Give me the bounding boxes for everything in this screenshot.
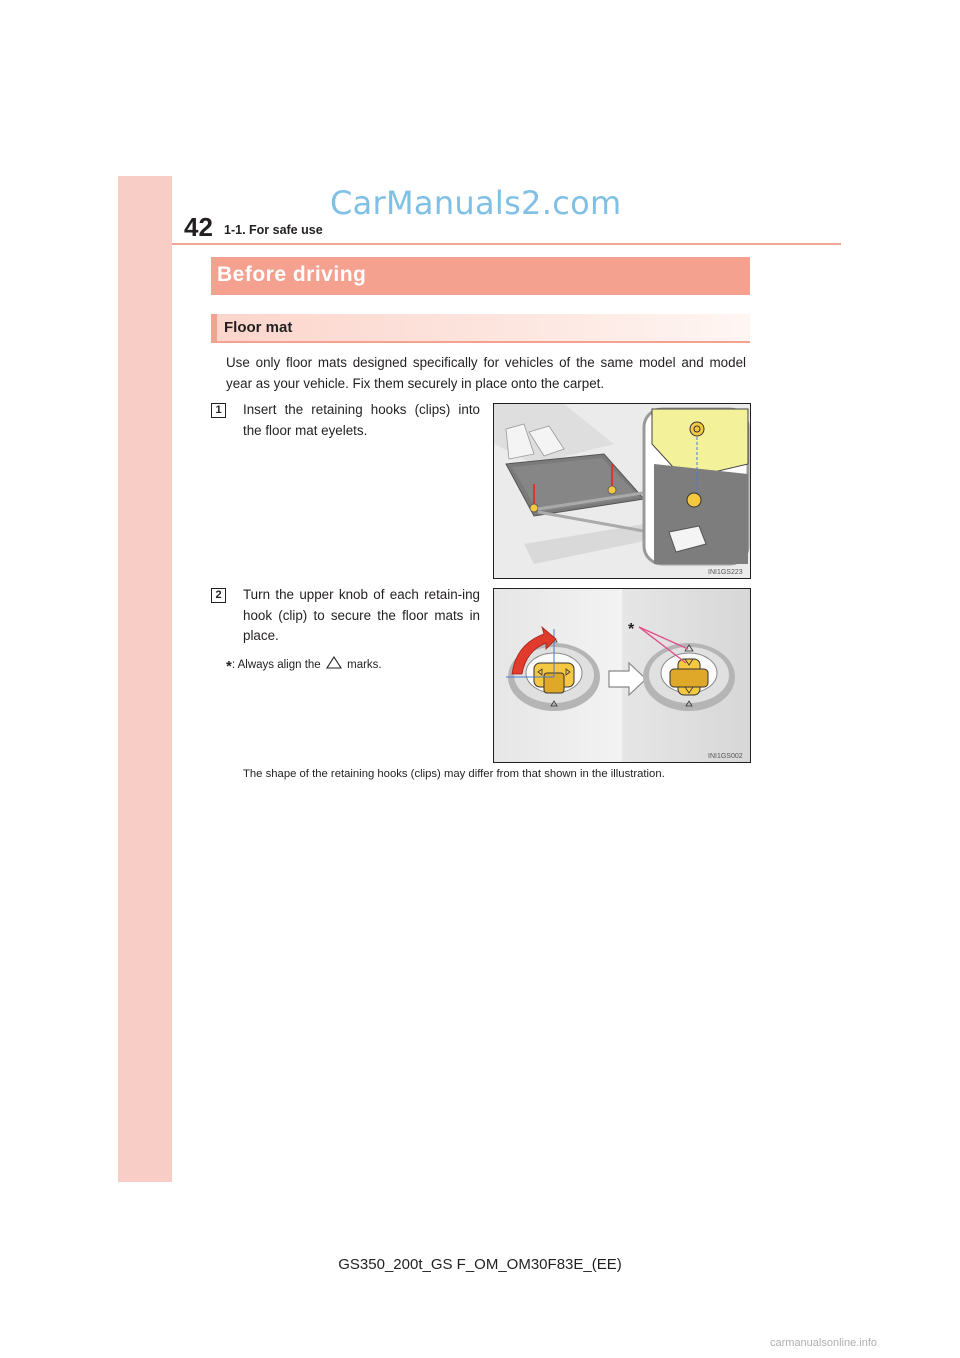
chapter-sidebar xyxy=(118,176,172,1182)
step-text-2: Turn the upper knob of each retain-ing hook (clip) to secure the floor mats in place. xyxy=(243,587,480,643)
header-rule xyxy=(172,243,841,245)
figure-code-2: INI1GS002 xyxy=(708,753,743,760)
document-code: GS350_200t_GS F_OM_OM30F83E_(EE) xyxy=(338,1256,622,1273)
figure-floor-mat-hooks xyxy=(493,403,751,579)
step-text-1: Insert the retaining hooks (clips) into the floor mat eyelets. xyxy=(243,402,480,438)
page-number: 42 xyxy=(184,212,213,242)
watermark: CarManuals2.com xyxy=(330,184,622,222)
step-number-2: 2 xyxy=(211,588,226,603)
alignment-note xyxy=(226,656,382,675)
subsection-accent xyxy=(211,314,217,341)
step-number-1: 1 xyxy=(211,403,226,418)
clip-rotation-illustration xyxy=(494,589,750,762)
floor-mat-illustration xyxy=(494,404,750,578)
figure-asterisk: * xyxy=(628,621,635,638)
source-watermark: carmanualsonline.info xyxy=(770,1337,878,1349)
note-asterisk: * xyxy=(226,658,232,675)
figure-clip-rotation xyxy=(493,588,751,763)
section-title-bar xyxy=(211,257,750,295)
section-title: Before driving xyxy=(217,263,367,286)
footnote: The shape of the retaining hooks (clips) may differ from that shown in the illustration. xyxy=(243,768,665,780)
intro-paragraph: Use only floor mats designed specifically for vehicles of the same model and model year as your vehicle. Fix them securely in place onto the carpet. xyxy=(226,355,746,391)
triangle-mark-icon xyxy=(326,656,342,669)
subsection-bar xyxy=(211,314,750,343)
note-prefix: : Always align the xyxy=(231,659,321,671)
subsection-title: Floor mat xyxy=(224,319,293,336)
note-suffix: marks. xyxy=(347,659,382,671)
section-label: 1-1. For safe use xyxy=(224,223,323,237)
figure-code-1: INI1GS223 xyxy=(708,569,743,576)
